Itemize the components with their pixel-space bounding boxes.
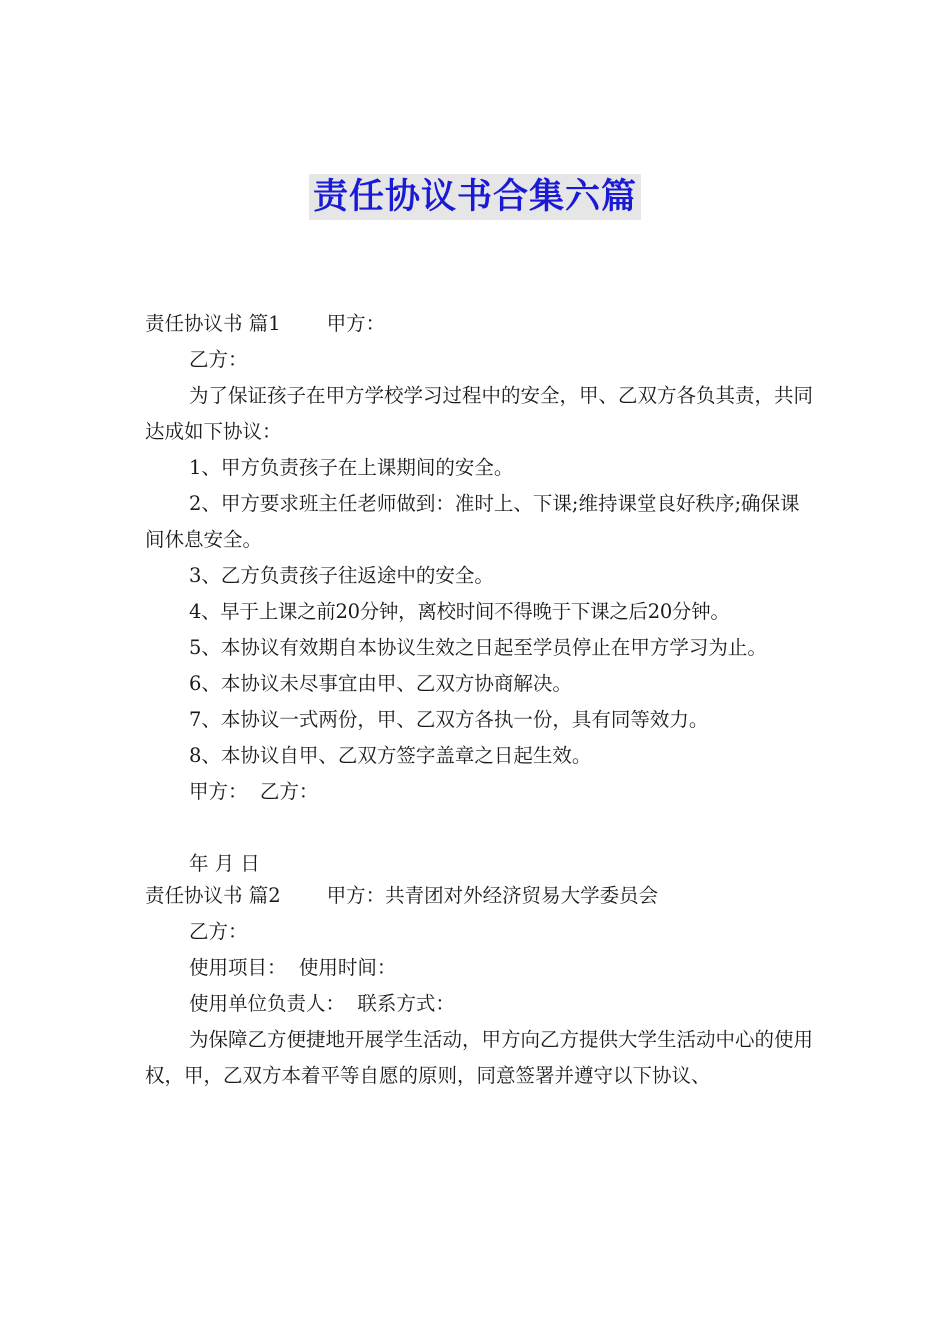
document-title: 责任协议书合集六篇	[309, 174, 641, 220]
document-body	[145, 306, 815, 1094]
section1-item-3: 3、乙方负责孩子往返途中的安全。	[189, 564, 494, 587]
section1-heading-line	[145, 306, 815, 342]
section2-heading-line	[145, 878, 815, 914]
section1-signature: 甲方： 乙方：	[189, 780, 319, 803]
section2-heading: 责任协议书 篇2	[145, 884, 281, 907]
section2-intro: 为保障乙方便捷地开展学生活动，甲方向乙方提供大学生活动中心的使用权，甲，乙双方本着平等自愿的原则，同意签署并遵守以下协议、	[145, 1028, 814, 1087]
section1-intro: 为了保证孩子在甲方学校学习过程中的安全，甲、乙双方各负其责，共同达成如下协议：	[145, 384, 814, 443]
section1-party-a: 甲方：	[326, 312, 386, 335]
blank-gap	[145, 810, 815, 846]
section2-contact-line: 使用单位负责人： 联系方式：	[189, 992, 455, 1015]
section1-item-1: 1、甲方负责孩子在上课期间的安全。	[189, 456, 514, 479]
section1-date: 年 月 日	[189, 852, 260, 875]
section2-party-b: 乙方：	[189, 920, 248, 943]
section1-item-5: 5、本协议有效期自本协议生效之日起至学员停止在甲方学习为止。	[189, 636, 767, 659]
section1-item-8: 8、本协议自甲、乙双方签字盖章之日起生效。	[189, 744, 592, 767]
section2-use-line: 使用项目： 使用时间：	[189, 956, 397, 979]
section1-item-2: 2、甲方要求班主任老师做到：准时上、下课;维持课堂良好秩序;确保课间休息安全。	[145, 492, 800, 551]
section1-heading: 责任协议书 篇1	[145, 312, 281, 335]
section1-item-4: 4、早于上课之前20分钟，离校时间不得晚于下课之后20分钟。	[189, 600, 730, 623]
section1-item-6: 6、本协议未尽事宜由甲、乙双方协商解决。	[189, 672, 572, 695]
section1-item-7: 7、本协议一式两份，甲、乙双方各执一份，具有同等效力。	[189, 708, 709, 731]
section1-party-b: 乙方：	[189, 348, 248, 371]
title-container	[0, 174, 950, 220]
section2-party-a: 甲方：共青团对外经济贸易大学委员会	[326, 884, 659, 907]
